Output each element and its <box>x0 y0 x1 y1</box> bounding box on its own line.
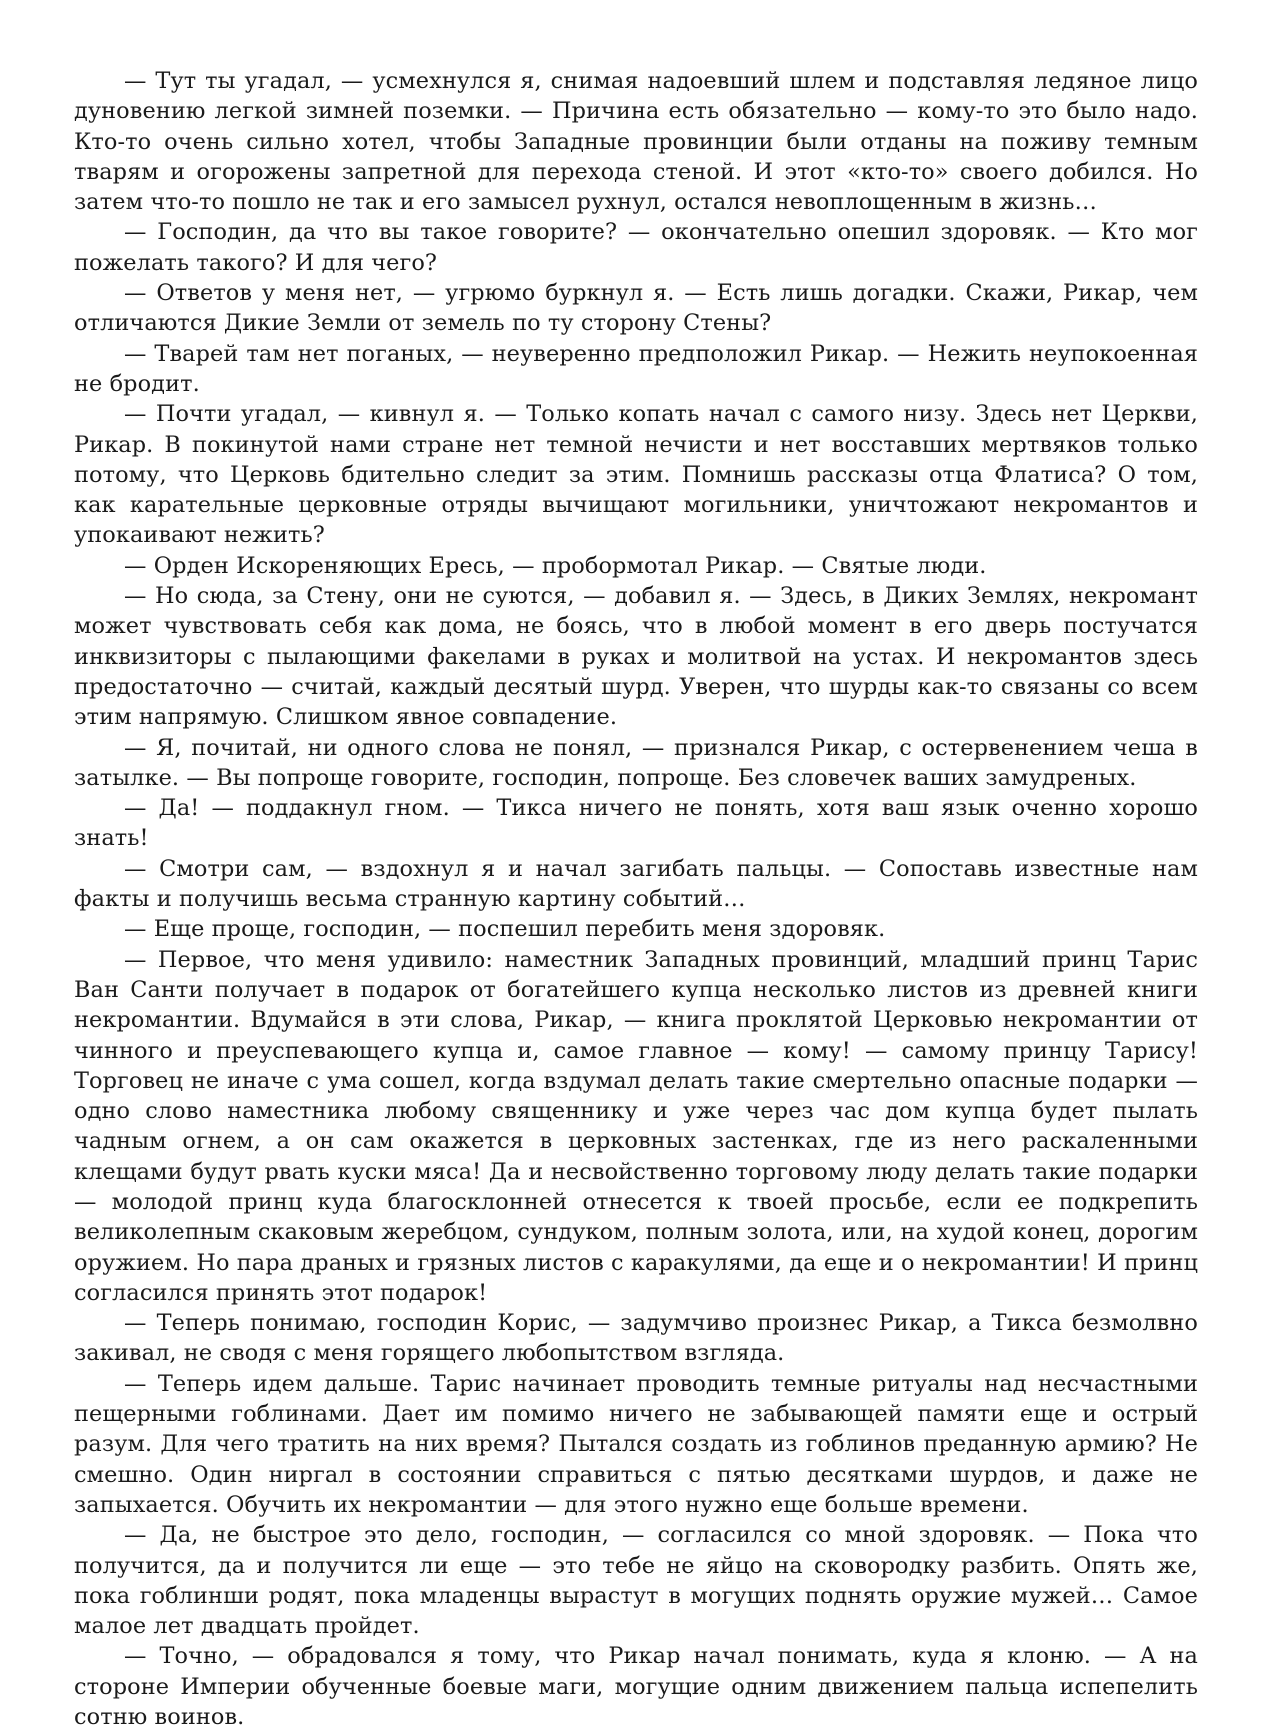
document-page <box>74 66 1198 1732</box>
paragraph: — Теперь идем дальше. Тарис начинает проводить темные ритуалы над несчастными пещерными гоблинами. Дает им помимо ничего не забывающей памяти еще и острый разум. Для чего тратить на них время? Пытался создать из гоблинов преданную армию? Не смешно. Один ниргал в состоянии справиться с пятью десятками шурдов, и даже не запыхается. Обучить их некромантии — для этого нужно еще больше времени. <box>74 1370 1198 1518</box>
paragraph: — Господин, да что вы такое говорите? — окончательно опешил здоровяк. — Кто мог пожелать такого? И для чего? <box>74 219 1198 276</box>
paragraph: — Еще проще, господин, — поспешил перебить меня здоровяк. <box>124 916 886 943</box>
paragraph: — Тварей там нет поганых, — неуверенно предположил Рикар. — Нежить неупокоенная не бродит. <box>74 340 1198 397</box>
paragraph: — Да, не быстрое это дело, господин, — согласился со мной здоровяк. — Пока что получится, да и получится ли еще — это тебе не яйцо на сковородку разбить. Опять же, пока гоблинши родят, пока младенцы вырастут в могущих поднять оружие мужей… Самое малое лет двадцать пройдет. <box>74 1522 1198 1640</box>
paragraph: — Ответов у меня нет, — угрюмо буркнул я. — Есть лишь догадки. Скажи, Рикар, чем отличаются Дикие Земли от земель по ту сторону Стены? <box>74 280 1198 337</box>
paragraph: — Орден Искореняющих Ересь, — пробормотал Рикар. — Святые люди. <box>124 552 987 579</box>
paragraph: — Почти угадал, — кивнул я. — Только копать начал с самого низу. Здесь нет Церкви, Рикар. В покинутой нами стране нет темной нечисти и нет восставших мертвяков только потому, что Церковь бдительно следит за этим. Помнишь рассказы отца Флатиса? О том, как карательные церковные отряды вычищают могильники, уничтожают некромантов и упокаивают нежить? <box>74 401 1198 549</box>
paragraph: — Первое, что меня удивило: наместник Западных провинций, младший принц Тарис Ван Санти получает в подарок от богатейшего купца несколько листов из древней книги некромантии. Вдумайся в эти слова, Рикар, — книга проклятой Церковью некромантии от чинного и преуспевающего купца и, самое главное — кому! — самому принцу Тарису! Торговец не иначе с ума сошел, когда вздумал делать такие смертельно опасные подарки — одно слово наместника любому священнику и уже через час дом купца будет пылать чадным огнем, а он сам окажется в церковных застенках, где из него раскаленными клещами будут рвать куски мяса! Да и несвойственно торговому люду делать такие подарки — молодой принц куда благосклонней отнесется к твоей просьбе, если ее подкрепить великолепным скаковым жеребцом, сундуком, полным золота, или, на худой конец, дорогим оружием. Но пара драных и грязных листов с каракулями, да еще и о некромантии! И принц согласился принять этот подарок! <box>74 946 1198 1306</box>
paragraph: — Теперь понимаю, господин Корис, — задумчиво произнес Рикар, а Тикса безмолвно закивал, не сводя с меня горящего любопытством взгляда. <box>74 1310 1198 1367</box>
paragraph: — Смотри сам, — вздохнул я и начал загибать пальцы. — Сопоставь известные нам факты и получишь весьма странную картину событий… <box>74 855 1198 913</box>
paragraph: — Но сюда, за Стену, они не суются, — добавил я. — Здесь, в Диких Землях, некромант может чувствовать себя как дома, не боясь, что в любой момент в его дверь постучатся инквизиторы с пылающими факелами в руках и молитвой на устах. И некромантов здесь предостаточно — считай, каждый десятый шурд. Уверен, что шурды как-то связаны со всем этим напрямую. Слишком явное совпадение. <box>74 583 1198 731</box>
paragraph: — Точно, — обрадовался я тому, что Рикар начал понимать, куда я клоню. — А на стороне Империи обученные боевые маги, могущие одним движением пальца испепелить сотню воинов. <box>74 1643 1198 1731</box>
paragraph: — Я, почитай, ни одного слова не понял, — признался Рикар, с остервенением чеша в затылке. — Вы попроще говорите, господин, попроще. Без словечек ваших замудреных. <box>74 734 1198 791</box>
paragraph: — Тут ты угадал, — усмехнулся я, снимая надоевший шлем и подставляя ледяное лицо дуновению легкой зимней поземки. — Причина есть обязательно — кому-то это было надо. Кто-то очень сильно хотел, чтобы Западные провинции были отданы на поживу темным тварям и огорожены запретной для перехода стеной. И этот «кто-то» своего добился. Но затем что-то пошло не так и его замысел рухнул, остался невоплощенным в жизнь… <box>74 68 1198 216</box>
paragraph: — Да! — поддакнул гном. — Тикса ничего не понять, хотя ваш язык оченно хорошо знать! <box>74 795 1198 852</box>
